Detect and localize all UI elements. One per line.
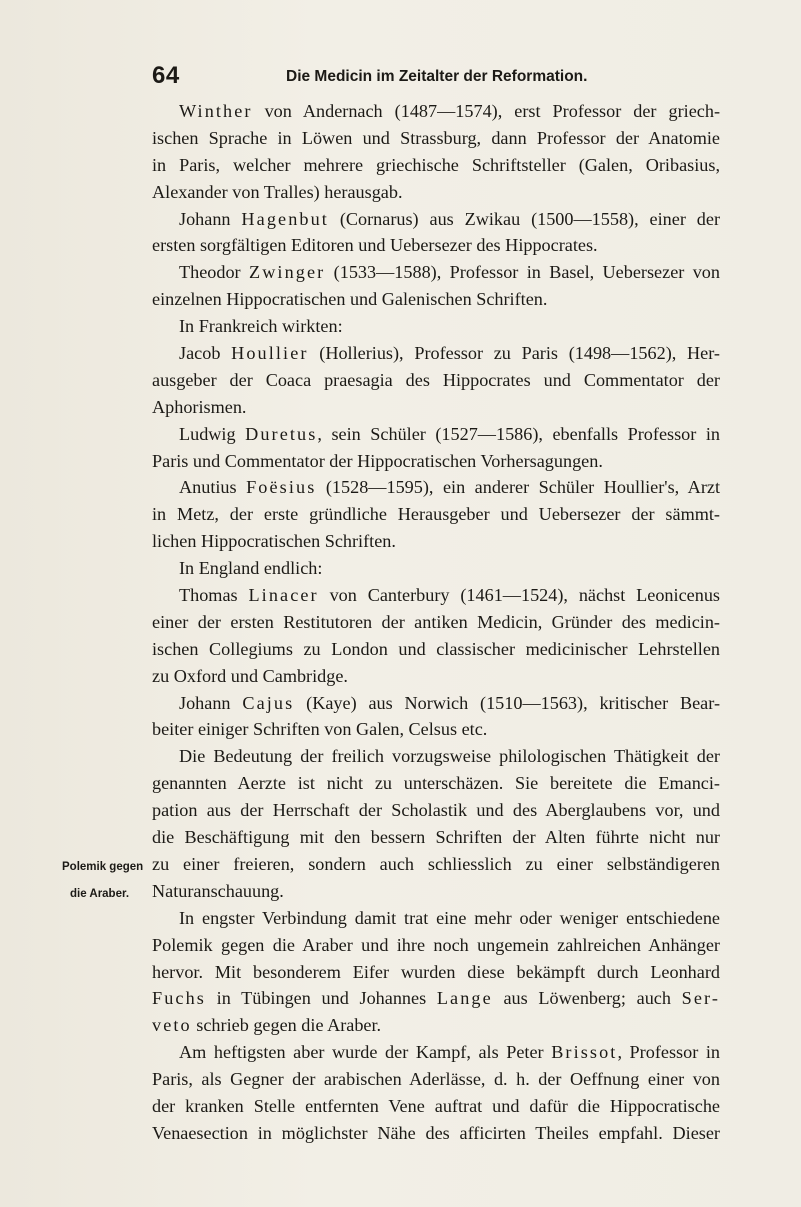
text-run: ersten sorgfältigen Editoren und Uebersezer des Hippocrates. [152,235,598,256]
text-run: in Tübingen und Johannes [205,988,437,1009]
text-line [152,528,720,555]
text-line [152,448,720,475]
text-run: der kranken Stelle entfernten Vene auftrat und dafür die Hippocratische [152,1095,720,1116]
text-line [152,1012,720,1039]
text-run: einzelnen Hippocratischen und Galenischen Schriften. [152,289,548,310]
text-run: Thomas [179,585,249,606]
text-run: Naturanschauung. [152,880,284,901]
spaced-name: Winther [179,101,253,121]
text-run: von Andernach (1487—1574), erst Professor der griech- [252,101,720,121]
text-run: ischen Sprache in Löwen und Strassburg, dann Professor der Anatomie [152,127,720,148]
text-line [152,985,720,1012]
spaced-name: Hagenbut [241,208,329,229]
page-number: 64 [152,62,180,89]
text-run: (Cornarus) aus Zwikau (1500—1558), einer der [328,208,720,229]
text-run: In Frankreich wirkten: [179,316,343,337]
text-run: lichen Hippocratischen Schriften. [152,531,396,552]
text-run: hervor. Mit besonderem Eifer wurden diese bekämpft durch Leonhard [152,961,720,982]
text-line [152,421,720,448]
page-header [152,62,632,98]
text-line [152,501,720,528]
text-run: Paris, als Gegner der arabischen Aderlässe, d. h. der Oeffnung einer von [152,1069,720,1090]
text-run: Polemik gegen die Araber und ihre noch ungemein zahlreichen Anhänger [152,934,720,955]
text-run: In England endlich: [179,558,323,579]
spaced-name: Ser- [681,988,720,1009]
spaced-name: veto [152,1015,192,1036]
text-line [152,690,720,717]
text-line [152,179,720,206]
spaced-name: Zwinger [248,262,326,283]
text-run: aus Löwenberg; auch [492,988,682,1009]
text-run: zu einer freieren, sondern auch schliesslich zu einer selbständigeren [152,853,720,874]
spaced-name: Lange [436,988,493,1009]
text-line [152,98,720,125]
text-run: (1528—1595), ein anderer Schüler Houllier's, Arzt [316,477,720,498]
text-run: in Paris, welcher mehrere griechische Schriftsteller (Galen, Oribasius, [152,154,720,175]
text-run: einer der ersten Restitutoren der antiken Medicin, Gründer des medicin- [152,611,720,632]
body-text [152,98,720,1147]
text-run: schrieb gegen die Araber. [191,1015,382,1036]
text-line [152,286,720,313]
text-line [152,1120,720,1147]
text-run: (1533—1588), Professor in Basel, Uebersezer von [325,262,720,283]
text-run: Anutius [179,477,247,498]
text-line [152,152,720,179]
text-line [152,367,720,394]
margin-note [62,854,150,908]
text-line [152,851,720,878]
spaced-name: Linacer [248,585,319,606]
text-line [152,313,720,340]
text-line [152,878,720,905]
text-line [152,905,720,932]
spaced-name: Fuchs [152,988,206,1009]
text-run: , Professor in [617,1042,720,1063]
text-line [152,932,720,959]
text-line [152,770,720,797]
text-line [152,1066,720,1093]
text-run: genannten Aerzte ist nicht zu unterschäzen. Sie bereitete die Emanci- [152,773,720,794]
text-line [152,959,720,986]
spaced-name: Foësius [246,477,317,498]
margin-note-line: die Araber. [70,887,130,900]
text-run: zu Oxford und Cambridge. [152,665,348,686]
text-run: pation aus der Herrschaft der Scholastik und des Aberglaubens vor, und [152,800,720,821]
text-run: ischen Collegiums zu London und classischer medicinischer Lehrstellen [152,638,720,659]
text-line [152,259,720,286]
text-run: Johann [179,208,242,229]
text-line [152,824,720,851]
text-line [152,206,720,233]
text-line [152,797,720,824]
text-line [152,125,720,152]
running-title: Die Medicin im Zeitalter der Reformation. [286,68,588,85]
text-line [152,474,720,501]
spaced-name: Houllier [231,343,309,364]
text-run: Ludwig [179,423,246,444]
text-run: In engster Verbindung damit trat eine mehr oder weniger entschiedene [179,907,720,928]
text-run: von Canterbury (1461—1524), nächst Leonicenus [318,585,720,606]
text-line [152,663,720,690]
text-line [152,582,720,609]
text-line [152,394,720,421]
text-line [152,609,720,636]
text-run: Venaesection in möglichster Nähe des afficirten Theiles empfahl. Dieser [152,1122,720,1143]
spaced-name: Duretus [245,423,318,444]
text-run: Am heftigsten aber wurde der Kampf, als Peter [179,1042,552,1063]
text-line [152,1039,720,1066]
text-run: (Hollerius), Professor zu Paris (1498—1562), Her- [308,343,720,364]
text-run: , sein Schüler (1527—1586), ebenfalls Professor in [317,423,720,444]
text-run: in Metz, der erste gründliche Herausgeber und Uebersezer der sämmt- [152,504,720,525]
text-run: Die Bedeutung der freilich vorzugsweise philologischen Thätigkeit der [179,746,720,767]
text-run: Johann [179,692,243,713]
spaced-name: Brissot [551,1042,618,1063]
text-run: ausgeber der Coaca praesagia des Hippocrates und Commentator der [152,369,720,390]
text-line [152,743,720,770]
text-line [152,1093,720,1120]
text-line [152,636,720,663]
text-line [152,716,720,743]
text-run: Theodor [179,262,249,283]
text-run: Alexander von Tralles) herausgab. [152,181,403,202]
text-run: Aphorismen. [152,396,247,417]
text-run: Jacob [179,343,232,364]
text-line [152,232,720,259]
text-line [152,340,720,367]
text-run: (Kaye) aus Norwich (1510—1563), kritischer Bear- [294,692,720,713]
text-run: beiter einiger Schriften von Galen, Celsus etc. [152,719,488,740]
spaced-name: Cajus [242,692,295,713]
text-run: die Beschäftigung mit den bessern Schriften der Alten führte nicht nur [152,827,720,848]
text-run: Paris und Commentator der Hippocratischen Vorhersagungen. [152,450,603,471]
text-line [152,555,720,582]
margin-note-line: Polemik gegen [62,861,144,873]
